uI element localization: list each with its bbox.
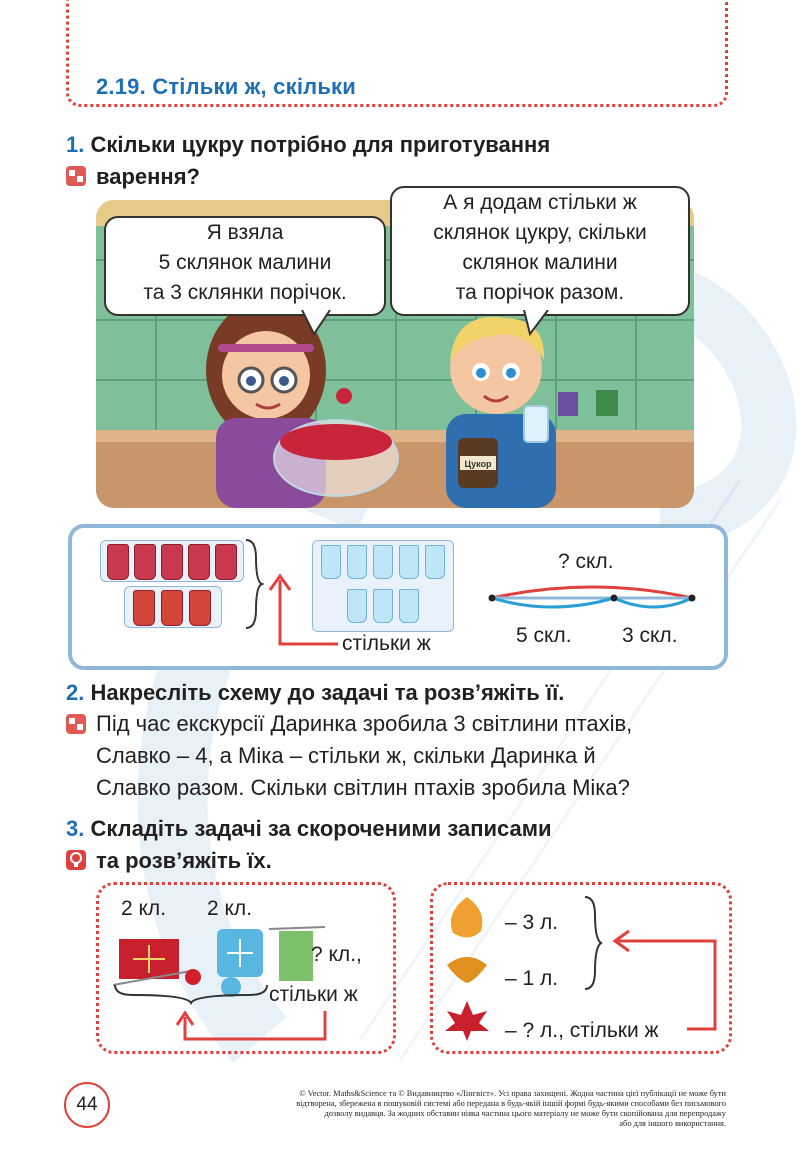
speech-bubble-girl [104, 216, 386, 316]
currant-glass [133, 590, 155, 626]
task2-line2: Славко – 4, а Міка – стільки ж, скільки Даринка й [96, 743, 596, 768]
sugar-jar-label: Цукор [464, 459, 492, 469]
bubble-boy-line3: склянок малини [462, 251, 618, 274]
autumn-leaves-image [439, 891, 495, 1041]
bubble-girl-line1: Я взяла [206, 221, 284, 244]
bubble-boy-line4: та порічок разом. [455, 281, 625, 304]
part2-label: 3 скл. [622, 624, 678, 647]
sugar-glass [399, 589, 419, 623]
currant-glasses-group [124, 586, 222, 628]
task2-body [96, 708, 736, 804]
sugar-glass [373, 589, 393, 623]
sugar-glass [399, 545, 419, 579]
bubble-boy-line2: склянок цукру, скільки [433, 221, 647, 244]
left-b-label: 2 кл. [207, 897, 253, 920]
right-row3-label: – ? л., стільки ж [505, 1019, 659, 1042]
section-title: 2.19. Стільки ж, скільки [96, 74, 356, 99]
pair-work-icon [66, 714, 86, 734]
segment-diagram [484, 576, 696, 616]
speech-bubble-girl-tail [300, 310, 340, 336]
task1-text-line2: варення? [96, 164, 200, 189]
sugar-glass [425, 545, 445, 579]
task2-line3: Славко разом. Скільки світлин птахів зробила Міка? [96, 775, 630, 800]
raspberry-glass [134, 544, 156, 580]
copyright-line4: або для іншого використання. [619, 1119, 726, 1128]
part1-label: 5 скл. [516, 624, 572, 647]
task2-number: 2. [66, 680, 85, 705]
curly-brace-horizontal-icon [113, 983, 273, 1005]
task3-left-box [96, 882, 396, 1054]
task3-right-box [430, 882, 732, 1054]
speech-bubble-boy [390, 186, 690, 316]
raspberry-glass [215, 544, 237, 580]
copyright-line1: © Vector. Maths&Science та © Видавництво «Лінгвіст». Усі права захищені. Жодна частина цієї публікації не може бути [299, 1089, 726, 1098]
arrow-same-as-icon [609, 929, 723, 1041]
raspberry-glass [161, 544, 183, 580]
currant-glass [161, 590, 183, 626]
bubble-girl-line2: 5 склянок малини [158, 251, 332, 274]
left-same-label: стільки ж [269, 983, 358, 1006]
scheme-box [68, 524, 728, 670]
sugar-glass [373, 545, 393, 579]
left-a-label: 2 кл. [121, 897, 167, 920]
task1-text-line1: Скільки цукру потрібно для приготування [90, 132, 551, 157]
task3-number: 3. [66, 816, 85, 841]
task3-heading-line2: та розв’яжіть їх. [96, 848, 272, 873]
speech-bubble-boy-tail [520, 310, 560, 336]
lightbulb-icon [66, 850, 86, 870]
same-as-label: стільки ж [342, 632, 431, 655]
bubble-girl-line3: та 3 склянки порічок. [143, 281, 347, 304]
arrow-same-as-icon [258, 572, 348, 652]
raspberry-glass [188, 544, 210, 580]
copyright-line2: відтворена, збережена в пошуковій системі або передана в будь-якій іншій формі будь-якими способами без письмового [296, 1099, 726, 1108]
task3-heading [66, 814, 552, 844]
sugar-glass [347, 589, 367, 623]
task1-number: 1. [66, 132, 85, 157]
currant-glass [189, 590, 211, 626]
copyright-line3: дозволу видавця. За жодних обставин ніяка частина цього матеріалу не може бути скопійована для перепродажу [324, 1109, 726, 1118]
task1-heading [66, 130, 550, 160]
task2-line1: Під час екскурсії Даринка зробила 3 світлини птахів, [96, 711, 633, 736]
total-label: ? скл. [558, 550, 614, 573]
sugar-glass [347, 545, 367, 579]
right-row2-label: – 1 л. [505, 967, 559, 990]
raspberry-glass [107, 544, 129, 580]
arrow-same-as-icon [171, 1011, 331, 1047]
copyright-notice [140, 1089, 726, 1129]
right-row1-label: – 3 л. [505, 911, 559, 934]
task2-heading-text: Накресліть схему до задачі та розв’яжіть її. [90, 680, 565, 705]
curly-brace-icon [583, 895, 605, 991]
task2-heading [66, 678, 564, 708]
pair-work-icon [66, 166, 86, 186]
bubble-boy-line1: А я додам стільки ж [443, 191, 637, 214]
page-number: 44 [64, 1082, 110, 1128]
raspberry-glasses-group [100, 540, 244, 582]
left-question-label: ? кл., [311, 943, 362, 966]
task3-heading-line1: Складіть задачі за скороченими записами [90, 816, 552, 841]
